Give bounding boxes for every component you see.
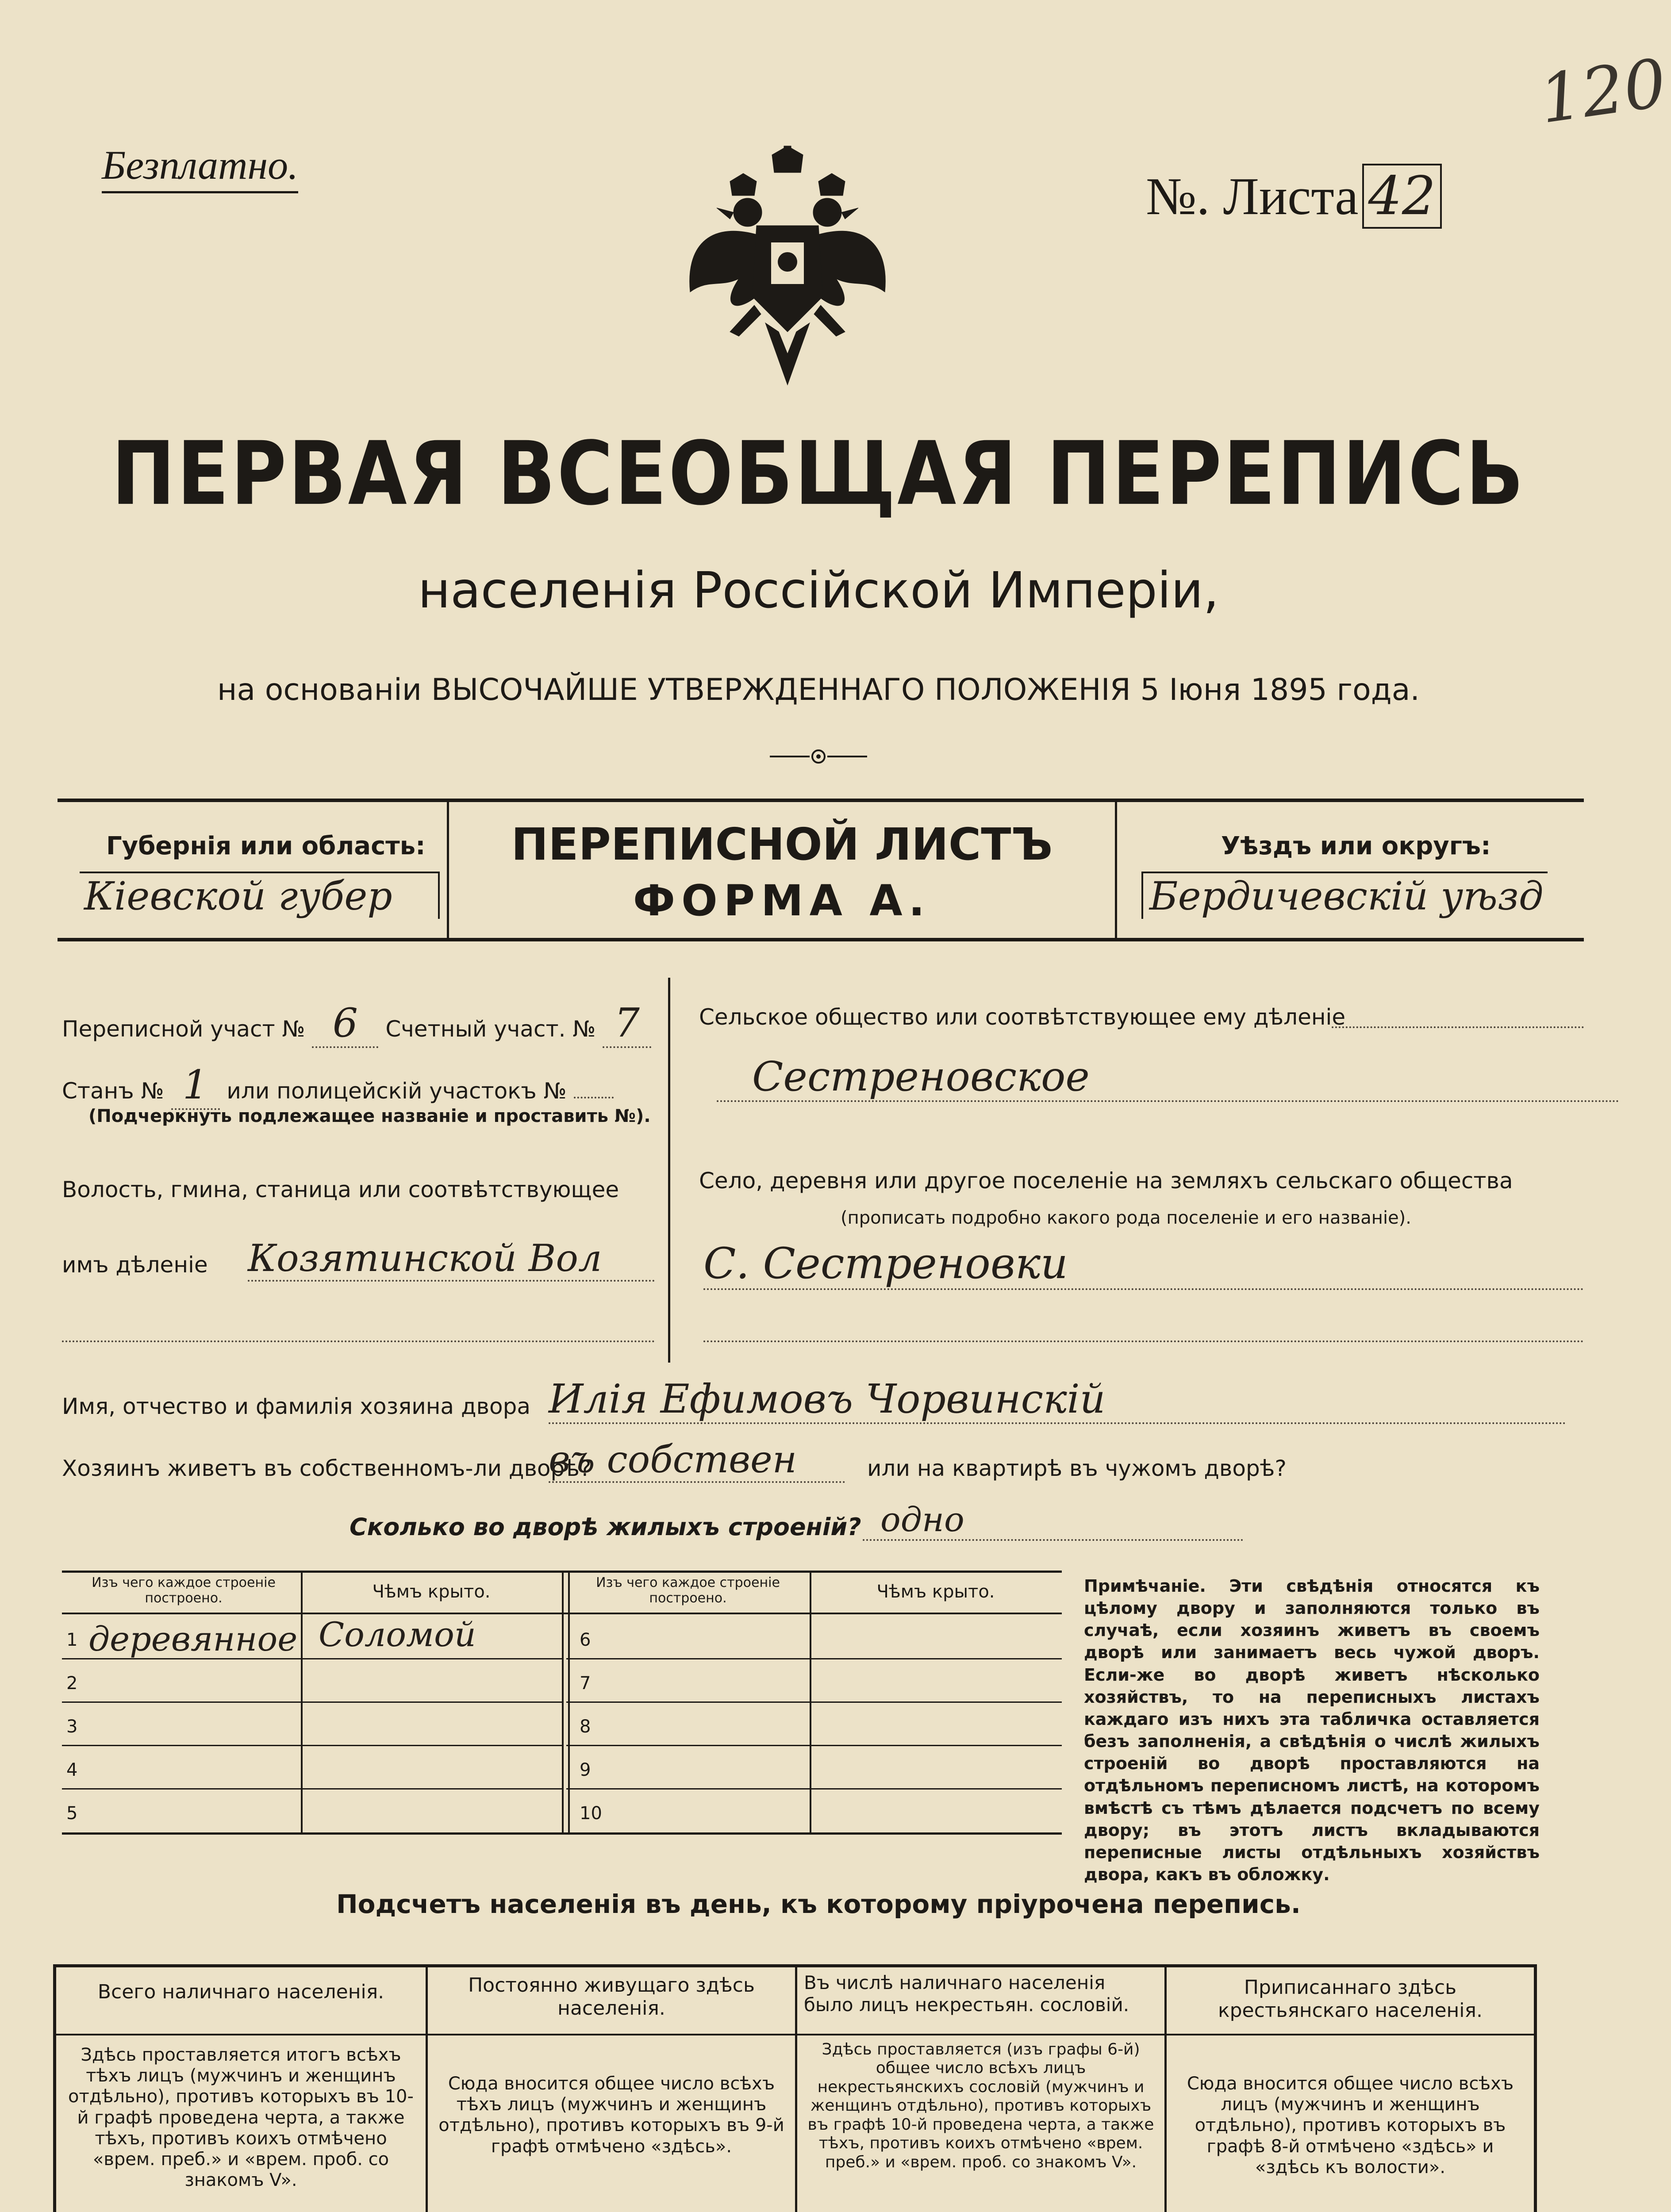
owner-residence-value: въ собствен [549,1438,845,1483]
police-value-blank [574,1097,614,1098]
buildings-count-value: одно [863,1500,1243,1541]
guberniya-label: Губернія или область: [106,832,426,860]
pt-col4-head: Приписаннаго здѣсь крестьянскаго населенія. [1218,1976,1483,2022]
pt-col3-head: Въ числѣ наличнаго населенія было лицъ некрестьян. сословій. [804,1972,1129,2016]
uezd-label: Уѣздъ или округъ: [1221,832,1491,860]
bt-row-number: 6 [580,1630,591,1650]
population-table [53,1964,1537,2212]
bt-row-number: 1 [66,1630,78,1650]
police-note: (Подчеркнуть подлежащее названіе и проставить №). [88,1106,651,1126]
bt-left-col-roof-head: Чѣмъ крыто. [372,1582,491,1602]
village-extra-line [703,1340,1584,1342]
village-note: (прописать подробно какого рода поселеніе и его названіе). [841,1208,1411,1228]
count-section-value: 7 [603,1000,651,1048]
bt-left-row-5 [62,1788,562,1832]
pt-col3-desc: Здѣсь проставляется (изъ графы 6-й) общее число всѣхъ лицъ некрестьянскихъ сословій (мужчинъ и женщинъ отдѣльно), противъ которыхъ въ графѣ 10-й проведена черта, а также тѣхъ, противъ коихъ отмѣчено «врем. преб.» и «врем. проб. со знакомъ V». [807,2040,1154,2171]
bt-row-material: деревянное [88,1619,298,1659]
pt-col-rule-2 [795,1967,797,2212]
imperial-eagle-emblem [681,146,894,394]
population-title: Подсчетъ населенія въ день, къ которому пріурочена перепись. [336,1889,1301,1919]
guberniya-value: Кіевской губер [80,872,440,919]
pt-col-rule-3 [1164,1967,1167,2212]
census-section-value: 6 [312,1000,378,1048]
bt-right-col-roof-head: Чѣмъ крыто. [876,1582,995,1602]
bt-row-number: 2 [66,1673,78,1694]
village-label: Село, деревня или другое поселеніе на земляхъ сельскаго общества [699,1168,1513,1194]
sheet-number-value: 42 [1362,164,1442,229]
volost-label-line1: Волость, гмина, станица или соотвѣтствующее [62,1177,619,1202]
census-section-label [62,1000,651,1048]
bt-row-number: 8 [580,1717,591,1737]
pt-col2-head: Постоянно живущаго здѣсь населенія. [468,1974,755,2020]
volost-extra-line [62,1340,655,1342]
bt-row-number: 4 [66,1760,78,1780]
location-divider [668,978,670,1363]
society-value: Сестреновское [717,1053,1619,1102]
owner-name-value: Илія Ефимовъ Чорвинскій [549,1376,1566,1424]
buildings-note: Примѣчаніе. Эти свѣдѣнія относятся къ цѣлому двору и заполняются только въ случаѣ, если хозяинъ живетъ въ своемъ дворѣ или занимаетъ весь чужой дворъ. Если-же во дворѣ живетъ нѣсколько хозяйствъ, то на переписныхъ листахъ каждаго изъ нихъ эта табличка оставляется безъ заполненія, а свѣдѣнія о числѣ жилыхъ строеній во дворѣ проставляются на отдѣльномъ переписномъ листѣ, на которомъ вмѣстѣ съ тѣмъ дѣлается подсчетъ по всему двору; въ этотъ листъ вкладываются переписные листы отдѣльныхъ хозяйствъ двора, какъ въ обложку. [1084,1576,1540,1885]
free-label: Безплатно. [102,142,298,193]
pt-col-rule-1 [426,1967,428,2212]
bt-row-number: 7 [580,1673,591,1694]
bt-left-row-2 [62,1658,562,1703]
bt-left-row-1 [62,1615,562,1659]
bt-left-row-4 [62,1745,562,1790]
bt-left-col-material-head: Изъ чего каждое строеніе построено. [92,1575,276,1606]
society-label-line [1332,1026,1584,1028]
stan-value: 1 [171,1062,220,1110]
bt-right-col-material-head: Изъ чего каждое строеніе построено. [596,1575,780,1606]
bt-row-number: 3 [66,1717,78,1737]
bt-right-row-10 [566,1788,1062,1832]
bt-row-number: 5 [66,1803,78,1824]
bt-row-number: 10 [580,1803,602,1824]
bt-left-row-3 [62,1701,562,1746]
pt-col1-desc: Здѣсь проставляется итогъ всѣхъ тѣхъ лицъ (мужчинъ и женщинъ отдѣльно), противъ которыхъ въ 10-й графѣ проведена черта, а также тѣхъ, противъ коихъ отмѣчено «врем. преб.» и «врем. проб. со знакомъ V». [68,2045,414,2191]
pt-col2-desc: Сюда вносится общее число всѣхъ тѣхъ лицъ (мужчинъ и женщинъ отдѣльно), противъ которыхъ въ 9-й графѣ отмѣчено «здѣсь». [438,2074,784,2157]
sheet-number-label [1146,164,1442,229]
form-band-bottom-rule [58,938,1584,941]
stan-caption: Станъ № [62,1078,164,1104]
form-title: ПЕРЕПИСНОЙ ЛИСТЪ [511,818,1053,870]
owner-residence-alt: или на квартирѣ въ чужомъ дворѣ? [867,1455,1287,1481]
census-subtitle: населенія Россійской Имперіи, [418,562,1219,619]
pt-head-rule [56,2034,1534,2035]
sheet-number-caption: №. Листа [1146,167,1359,226]
count-section-caption: Счетный участ. № [385,1016,596,1042]
archive-number: 120 [1535,44,1671,139]
pt-col4-desc: Сюда вносится общее число всѣхъ лицъ (мужчинъ и женщинъ отдѣльно), противъ которыхъ въ графѣ 8-й отмѣчено «здѣсь» и «здѣсь къ волости». [1187,2074,1514,2177]
form-band-divider-right [1115,799,1117,940]
buildings-table [62,1571,1062,1836]
pt-col1-head: Всего наличнаго населенія. [97,1981,384,2003]
society-label: Сельское общество или соотвѣтствующее ему дѣленіе [699,1004,1346,1030]
bt-row-number: 9 [580,1760,591,1780]
buildings-count-label: Сколько во дворѣ жилыхъ строеній? [350,1513,861,1541]
bt-right-row-9 [566,1745,1062,1790]
ornament-divider [770,748,867,765]
bt-right-row-6 [566,1615,1062,1659]
bt-row-roof: Соломой [319,1615,476,1654]
volost-value: Козятинской Вол [248,1237,655,1282]
form-band-top-rule [58,799,1584,802]
bt-right-row-8 [566,1701,1062,1746]
census-main-title: ПЕРВАЯ ВСЕОБЩАЯ ПЕРЕПИСЬ [111,422,1525,525]
form-type: ФОРМА А. [633,876,931,926]
uezd-value: Бердичевскій уѣзд [1141,872,1548,919]
police-caption: или полицейскій участокъ № [227,1078,567,1104]
census-basis: на основаніи ВЫСОЧАЙШЕ УТВЕРЖДЕННАГО ПОЛОЖЕНІЯ 5 Іюня 1895 года. [217,672,1420,707]
census-section-caption: Переписной участ № [62,1016,305,1042]
owner-name-label: Имя, отчество и фамилія хозяина двора [62,1394,530,1419]
stan-label [62,1062,614,1110]
bt-right-row-7 [566,1658,1062,1703]
village-value: С. Сестреновки [703,1239,1584,1290]
owner-residence-label: Хозяинъ живетъ въ собственномъ-ли дворѣ? [62,1455,592,1481]
bt-header-rule [62,1613,1062,1614]
volost-label-line2: имъ дѣленіе [62,1252,208,1278]
